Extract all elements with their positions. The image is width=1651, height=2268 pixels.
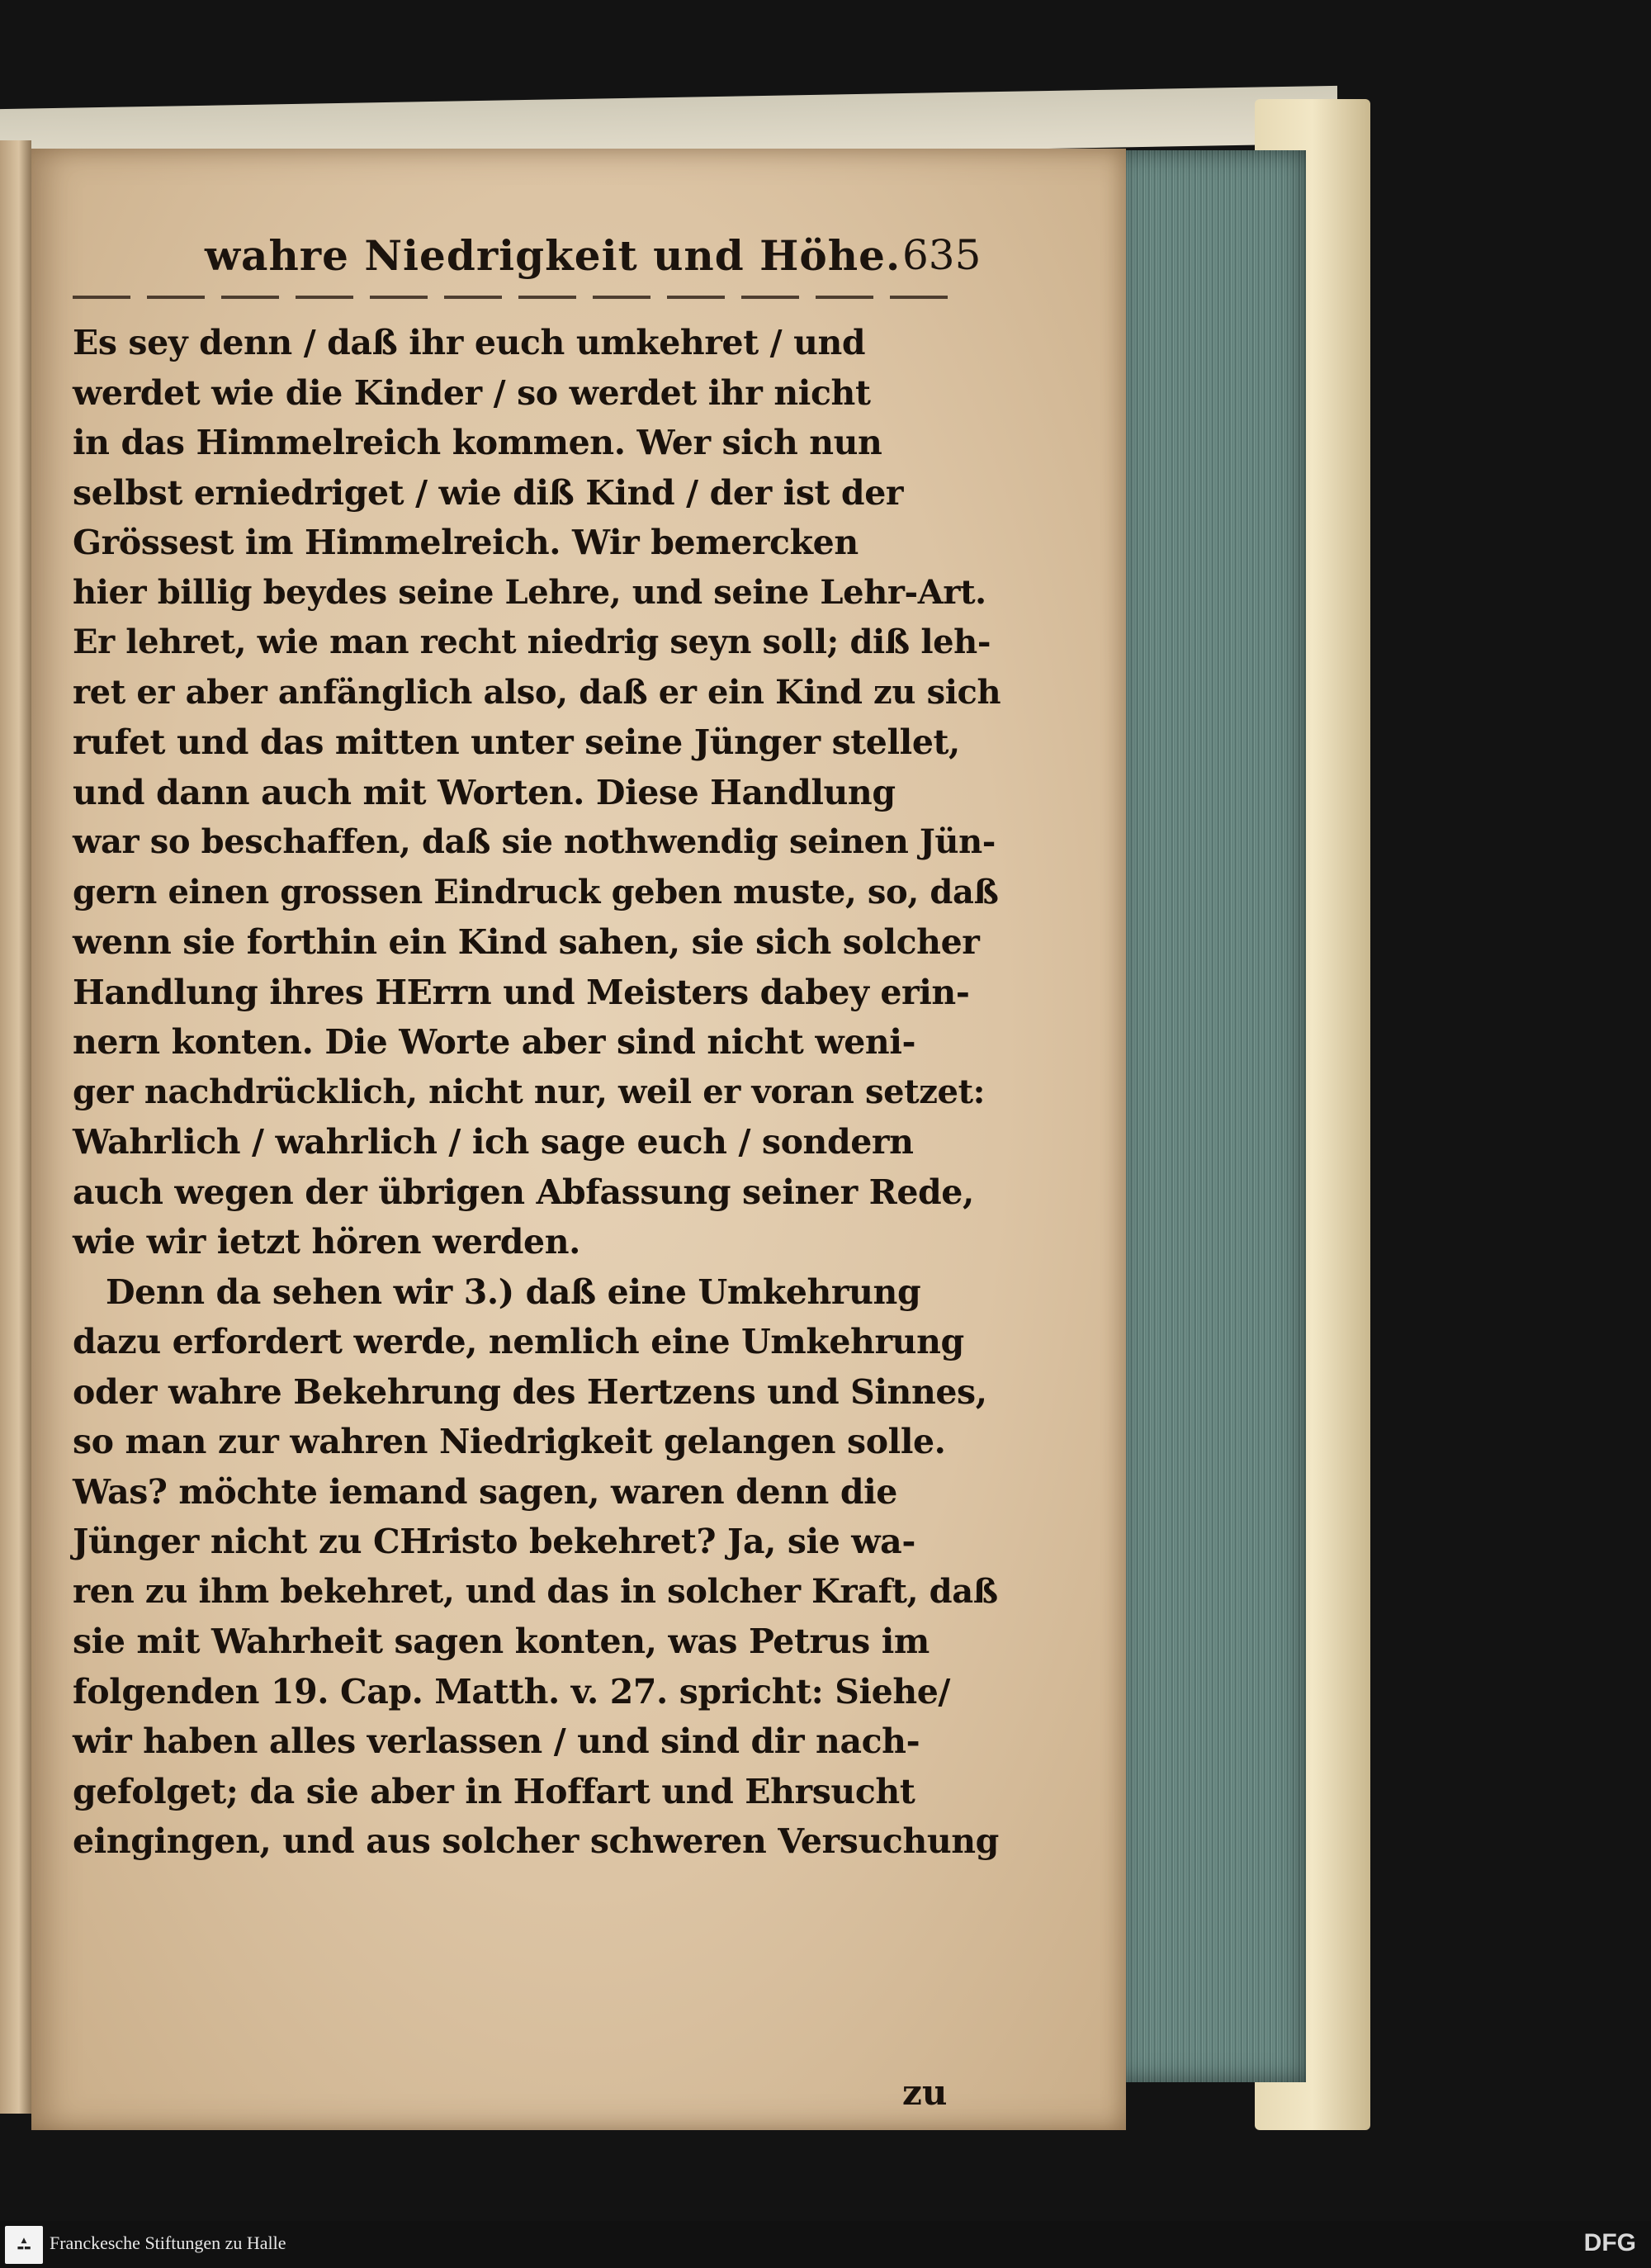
text-line: werdet wie die Kinder / so werdet ihr nicht (73, 372, 871, 413)
text-line: Was? möchte iemand sagen, waren denn die (73, 1471, 897, 1512)
page-fore-edge (1116, 150, 1306, 2082)
text-line: ret er aber anfänglich also, daß er ein Kind zu sich (73, 672, 1001, 712)
text-line: eingingen, und aus solcher schweren Versuchung (73, 1821, 999, 1861)
text-line: oder wahre Bekehrung des Hertzens und Sinnes, (73, 1371, 987, 1412)
text-line: selbst erniedriget / wie diß Kind / der ist der (73, 472, 904, 513)
text-line: nern konten. Die Worte aber sind nicht weni- (73, 1022, 916, 1062)
text-line: gefolget; da sie aber in Hoffart und Ehrsucht (73, 1771, 915, 1811)
text-line: und dann auch mit Worten. Diese Handlung (73, 772, 896, 812)
text-line: ren zu ihm bekehret, und das in solcher Kraft, daß (73, 1571, 998, 1611)
text-line: so man zur wahren Niedrigkeit gelangen solle. (73, 1422, 946, 1461)
book-page (31, 149, 1126, 2130)
text-line: gern einen grossen Eindruck geben muste, so, daß (73, 872, 999, 911)
text-line: wir haben alles verlassen / und sind dir nach- (73, 1721, 920, 1761)
text-line: Jünger nicht zu CHristo bekehret? Ja, sie wa- (73, 1522, 915, 1561)
text-line: sie mit Wahrheit sagen konten, was Petrus im (73, 1622, 930, 1661)
institution-name: Franckesche Stiftungen zu Halle (50, 2232, 286, 2253)
text-line: wenn sie forthin ein Kind sahen, sie sich solcher (73, 922, 980, 962)
dfg-mark: DFG (1583, 2229, 1636, 2256)
text-line: Es sey denn / daß ihr euch umkehret / und (73, 323, 866, 362)
text-line: rufet und das mitten unter seine Jünger stellet, (73, 722, 960, 762)
body-text (73, 318, 1005, 1867)
text-line: in das Himmelreich kommen. Wer sich nun (73, 423, 882, 462)
left-page-edge (0, 140, 31, 2114)
text-line: dazu erfordert werde, nemlich eine Umkehrung (73, 1322, 964, 1361)
text-line: Wahrlich / wahrlich / ich sage euch / sondern (73, 1122, 914, 1162)
text-line: hier billig beydes seine Lehre, und seine Lehr-Art. (73, 572, 986, 612)
text-line: ger nachdrücklich, nicht nur, weil er voran setzet: (73, 1072, 986, 1111)
text-line: auch wegen der übrigen Abfassung seiner Rede, (73, 1172, 974, 1212)
text-line: Er lehret, wie man recht niedrig seyn soll; diß leh- (73, 623, 991, 661)
page-number: 635 (902, 231, 982, 279)
paragraph-start-line: Denn da sehen wir 3.) daß eine Umkehrung (106, 1271, 921, 1312)
catchword: zu (902, 2072, 948, 2113)
text-line: war so beschaffen, daß sie nothwendig seinen Jün- (73, 822, 996, 861)
text-line: wie wir ietzt hören werden. (73, 1222, 581, 1262)
viewer-footer (0, 2221, 1651, 2268)
text-line: folgenden 19. Cap. Matth. v. 27. spricht: Siehe/ (73, 1671, 950, 1712)
text-line: Handlung ihres HErrn und Meisters dabey erin- (73, 972, 970, 1012)
institution-logo-icon: ▲ ▬▬ (5, 2226, 43, 2264)
running-head (31, 231, 1126, 297)
running-head-title: wahre Niedrigkeit und Höhe. (205, 231, 901, 280)
head-rule (73, 296, 948, 299)
text-line: Grössest im Himmelreich. Wir bemercken (73, 523, 859, 562)
